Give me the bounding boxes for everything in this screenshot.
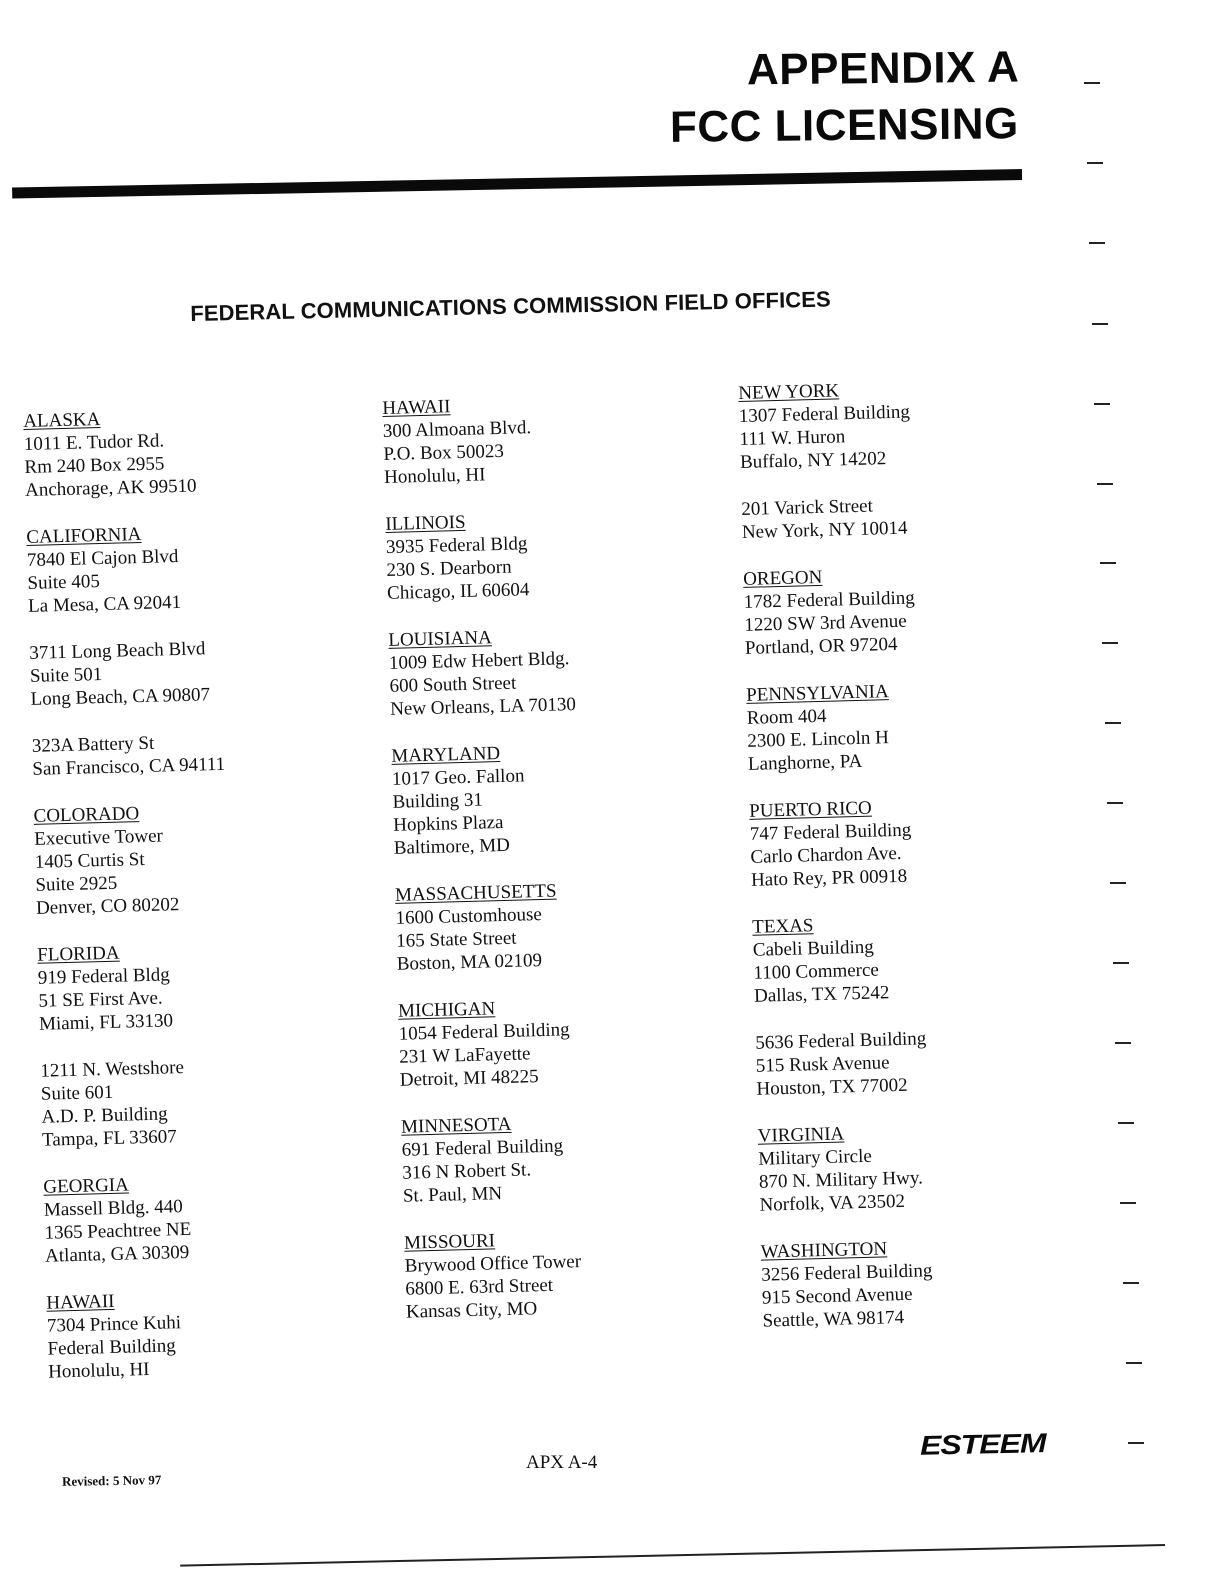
office-block [32, 727, 333, 781]
address-line: 747 Federal Building [749, 819, 912, 845]
address-line: Long Beach, CA 90807 [30, 684, 211, 710]
address-line: Room 404 [746, 705, 827, 729]
address-line: Houston, TX 77002 [756, 1074, 908, 1100]
office-block [749, 792, 1051, 892]
office-block [395, 876, 697, 976]
address-line: La Mesa, CA 92041 [27, 591, 182, 617]
address-line: Building 31 [392, 789, 484, 813]
address-line: 870 N. Military Hwy. [758, 1167, 924, 1193]
address-line: 7304 Prince Kuhi [46, 1312, 182, 1337]
offices-column-1 [23, 402, 349, 1408]
address-line: Baltimore, MD [393, 834, 511, 859]
margin-tick [1102, 642, 1118, 644]
state-heading: TEXAS [752, 915, 814, 938]
address-line: 7840 El Cajon Blvd [26, 545, 179, 571]
address-line: 1782 Federal Building [743, 587, 915, 613]
address-line: P.O. Box 50023 [383, 440, 505, 465]
office-block [33, 797, 336, 920]
address-line: Hopkins Plaza [392, 811, 504, 836]
address-line: 919 Federal Bldg [37, 964, 171, 989]
address-line: 515 Rusk Avenue [755, 1052, 890, 1077]
state-heading: GEORGIA [43, 1174, 130, 1198]
address-line: Chicago, IL 60604 [386, 579, 530, 604]
revision-date: Revised: 5 Nov 97 [61, 1472, 162, 1489]
address-line: Kansas City, MO [405, 1298, 538, 1323]
address-line: 201 Varick Street [741, 495, 874, 520]
state-heading: MINNESOTA [400, 1113, 512, 1138]
state-heading: ALASKA [23, 408, 101, 432]
state-heading: CALIFORNIA [26, 523, 142, 548]
margin-tick [1087, 162, 1103, 164]
address-line: Miami, FL 33130 [38, 1010, 174, 1035]
address-line: 1011 E. Tudor Rd. [23, 430, 165, 455]
address-line: 1017 Geo. Fallon [391, 765, 525, 790]
address-line: Executive Tower [33, 825, 164, 850]
address-line: Atlanta, GA 30309 [44, 1241, 190, 1267]
address-line: Honolulu, HI [383, 464, 486, 488]
address-line: Norfolk, VA 23502 [759, 1190, 906, 1216]
address-line: Suite 2925 [35, 872, 118, 896]
address-line: Portland, OR 97204 [744, 633, 898, 659]
address-line: 1220 SW 3rd Avenue [744, 610, 907, 636]
margin-tick [1107, 802, 1123, 804]
office-block [43, 1168, 345, 1268]
margin-tick [1120, 1202, 1136, 1204]
address-line: 1365 Peachtree NE [44, 1218, 192, 1244]
office-block [755, 1024, 1057, 1101]
state-heading: VIRGINIA [757, 1123, 845, 1147]
address-line: Honolulu, HI [47, 1359, 150, 1383]
state-heading: COLORADO [33, 803, 140, 827]
address-line: Brywood Office Tower [404, 1251, 582, 1277]
address-line: Military Circle [758, 1145, 873, 1170]
state-heading: LOUISIANA [388, 627, 493, 651]
margin-tick [1089, 242, 1105, 244]
office-block [46, 1284, 348, 1384]
margin-tick [1128, 1442, 1144, 1444]
address-line: Seattle, WA 98174 [762, 1306, 905, 1332]
address-line: 51 SE First Ave. [38, 987, 163, 1012]
address-line: 3256 Federal Building [761, 1260, 933, 1286]
office-block [398, 992, 700, 1092]
address-line: 111 W. Huron [739, 426, 846, 450]
office-block [388, 621, 690, 721]
section-title: FCC LICENSING [670, 99, 1020, 152]
address-line: New Orleans, LA 70130 [389, 694, 577, 720]
address-line: 230 S. Dearborn [386, 556, 512, 581]
state-heading: HAWAII [382, 396, 451, 419]
margin-tick [1094, 403, 1110, 405]
office-block [760, 1233, 1062, 1333]
office-block [743, 560, 1045, 660]
state-heading: ILLINOIS [385, 511, 466, 535]
address-line: 323A Battery St [31, 732, 155, 757]
address-line: 1600 Customhouse [395, 903, 543, 929]
margin-tick [1097, 483, 1113, 485]
address-line: 6800 E. 63rd Street [405, 1274, 554, 1300]
address-line: Buffalo, NY 14202 [739, 448, 887, 473]
address-line: Federal Building [47, 1335, 177, 1360]
address-line: 231 W LaFayette [399, 1043, 531, 1068]
address-line: Tampa, FL 33607 [41, 1126, 178, 1151]
address-line: 3935 Federal Bldg [385, 533, 528, 558]
address-line: 1211 N. Westshore [40, 1057, 185, 1082]
address-line: Suite 501 [29, 664, 103, 687]
margin-tick [1115, 1042, 1131, 1044]
state-heading: MICHIGAN [397, 998, 496, 1022]
address-line: 915 Second Avenue [761, 1283, 913, 1309]
office-block [738, 374, 1040, 474]
office-block [404, 1224, 706, 1324]
office-block [741, 490, 1042, 544]
address-line: 3711 Long Beach Blvd [29, 638, 206, 664]
office-block [29, 634, 331, 711]
margin-tick [1100, 562, 1116, 564]
address-line: 691 Federal Building [401, 1135, 564, 1161]
office-block [391, 737, 694, 860]
address-line: Hato Rey, PR 00918 [750, 865, 908, 891]
address-line: A.D. P. Building [41, 1103, 168, 1128]
offices-column-3 [738, 374, 1063, 1357]
address-line: Detroit, MI 48225 [399, 1066, 539, 1091]
address-line: 5636 Federal Building [755, 1028, 927, 1054]
address-line: 1307 Federal Building [738, 401, 911, 427]
address-line: Denver, CO 80202 [35, 894, 180, 919]
address-line: 165 State Street [395, 927, 517, 952]
margin-tick [1113, 962, 1129, 964]
state-heading: NEW YORK [738, 380, 840, 404]
address-line: 1405 Curtis St [34, 848, 145, 873]
margin-tick [1105, 722, 1121, 724]
address-line: 2300 E. Lincoln H [747, 727, 890, 752]
address-line: Massell Bldg. 440 [43, 1196, 183, 1221]
margin-tick [1084, 82, 1100, 84]
state-heading: MASSACHUSETTS [394, 880, 557, 906]
state-heading: PENNSYLVANIA [745, 681, 889, 706]
address-line: Carlo Chardon Ave. [750, 842, 902, 868]
address-line: 600 South Street [389, 672, 517, 697]
margin-tick [1123, 1282, 1139, 1284]
state-heading: MARYLAND [391, 743, 501, 767]
address-line: 1100 Commerce [753, 959, 880, 984]
office-block [382, 389, 684, 489]
appendix-title: APPENDIX A [746, 42, 1020, 95]
address-line: 1009 Edw Hebert Bldg. [388, 648, 570, 674]
state-heading: HAWAII [46, 1290, 115, 1314]
header-rule [12, 169, 1022, 199]
margin-tick [1126, 1362, 1142, 1364]
office-block [746, 676, 1048, 776]
address-line: Cabeli Building [752, 936, 874, 961]
state-heading: FLORIDA [37, 942, 120, 966]
office-block [757, 1117, 1059, 1217]
address-line: Langhorne, PA [747, 750, 863, 775]
esteem-logo: ESTEEM [919, 1427, 1046, 1461]
margin-tick [1110, 882, 1126, 884]
address-line: St. Paul, MN [402, 1183, 503, 1207]
office-block [40, 1052, 342, 1152]
address-line: 1054 Federal Building [398, 1019, 570, 1045]
state-heading: PUERTO RICO [748, 797, 873, 822]
bottom-rule [180, 1544, 1165, 1567]
margin-tick [1118, 1122, 1134, 1124]
office-block [26, 518, 328, 618]
address-line: 316 N Robert St. [402, 1159, 532, 1184]
address-line: Anchorage, AK 99510 [24, 475, 197, 501]
margin-tick [1092, 323, 1108, 325]
address-line: Boston, MA 02109 [396, 950, 543, 975]
office-block [37, 936, 339, 1036]
state-heading: OREGON [742, 566, 823, 590]
state-heading: MISSOURI [403, 1230, 496, 1254]
office-block [752, 908, 1054, 1008]
address-line: San Francisco, CA 94111 [32, 753, 226, 780]
address-line: 300 Almoana Blvd. [382, 417, 532, 442]
address-line: Rm 240 Box 2955 [24, 453, 165, 478]
page-subtitle: FEDERAL COMMUNICATIONS COMMISSION FIELD OFFICES [190, 286, 832, 326]
office-block [401, 1108, 703, 1208]
office-block [23, 402, 325, 502]
page-number: APX A-4 [526, 1452, 598, 1473]
address-line: New York, NY 10014 [741, 517, 908, 543]
offices-column-2 [382, 389, 707, 1348]
state-heading: WASHINGTON [760, 1238, 888, 1263]
office-block [385, 505, 687, 605]
address-line: Suite 601 [40, 1081, 114, 1105]
address-line: Dallas, TX 75242 [753, 982, 890, 1007]
address-line: Suite 405 [27, 571, 101, 594]
